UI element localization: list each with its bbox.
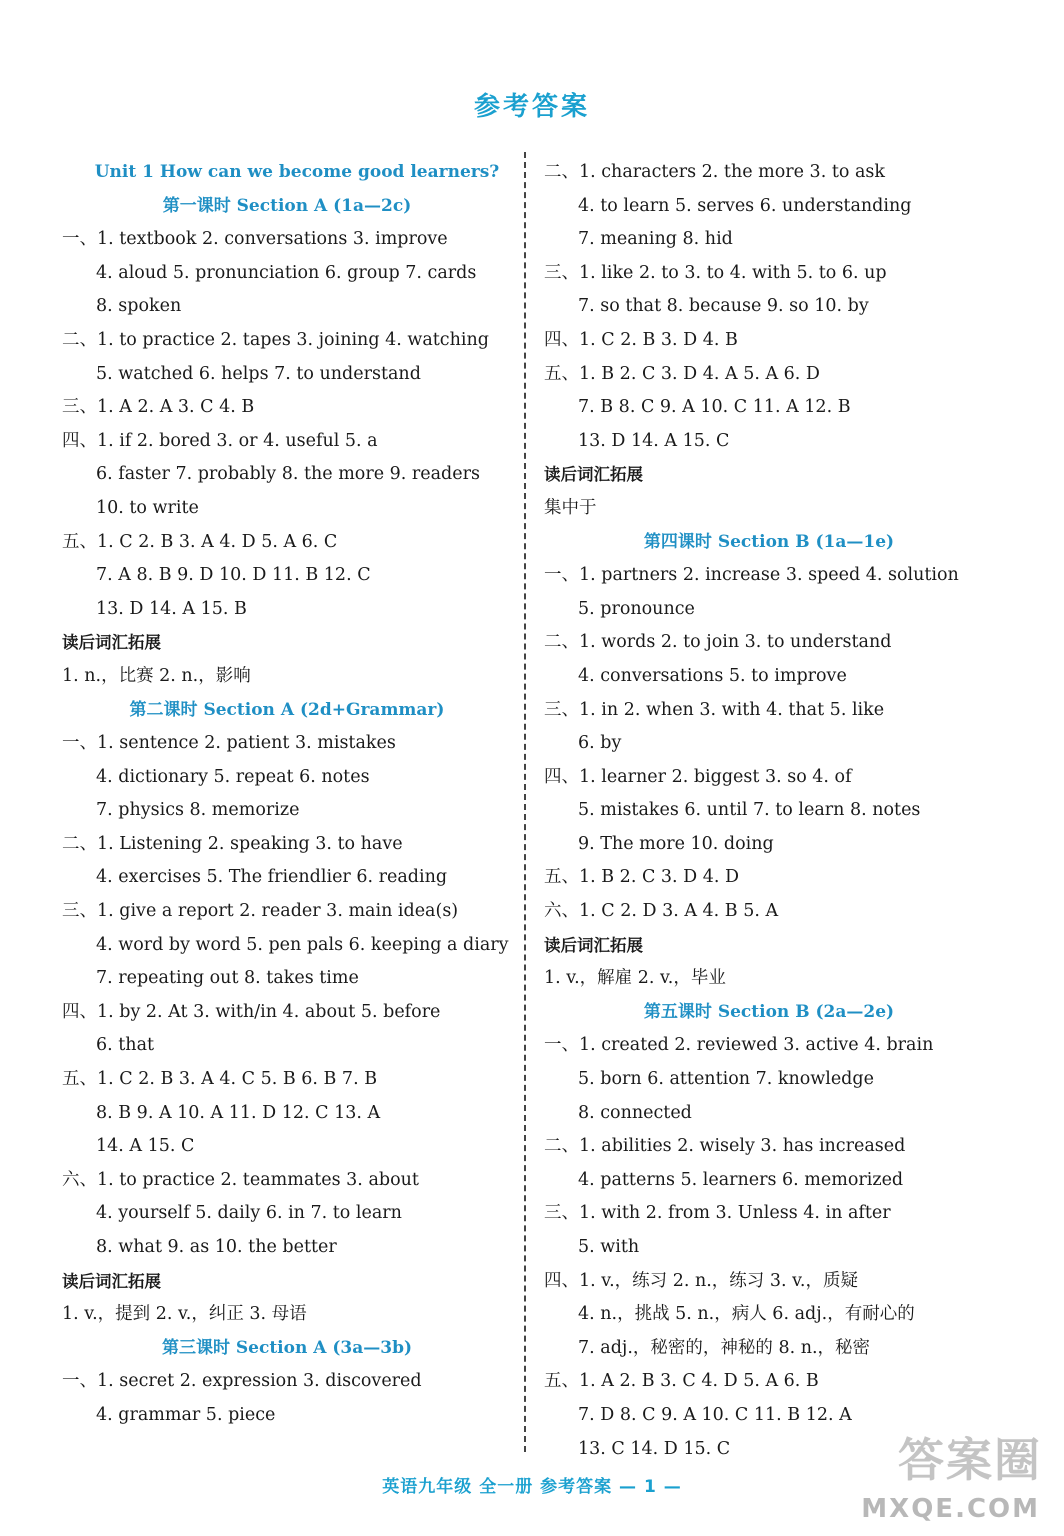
section-heading: Unit 1 How can we become good learners? <box>94 162 500 182</box>
answer-line: 五、1. C 2. B 3. A 4. D 5. A 6. C <box>62 531 338 552</box>
section-heading: 第五课时 Section B (2a—2e) <box>643 1001 895 1022</box>
answer-line: 四、1. by 2. At 3. with/in 4. about 5. before <box>62 1001 441 1022</box>
answer-line: 二、1. words 2. to join 3. to understand <box>544 632 892 653</box>
vocab-heading: 读后词汇拓展 <box>544 465 643 485</box>
answer-line: 7. so that 8. because 9. so 10. by <box>578 296 869 317</box>
answer-line: 4. yourself 5. daily 6. in 7. to learn <box>96 1203 402 1224</box>
answer-line: 10. to write <box>96 497 199 518</box>
answer-line: 6. by <box>578 733 622 754</box>
answer-line: 4. to learn 5. serves 6. understanding <box>578 195 912 216</box>
answer-line: 二、1. abilities 2. wisely 3. has increased <box>544 1136 906 1157</box>
answer-line: 6. that <box>96 1035 155 1056</box>
section-heading: 第四课时 Section B (1a—1e) <box>643 531 895 552</box>
answer-line: 7. adj.，秘密的，神秘的 8. n.，秘密 <box>578 1337 871 1358</box>
answer-line: 三、1. in 2. when 3. with 4. that 5. like <box>544 699 885 720</box>
answer-line: 7. meaning 8. hid <box>578 229 733 250</box>
answer-line: 7. physics 8. memorize <box>96 800 300 821</box>
page-title: 参考答案 <box>473 92 590 122</box>
answer-line: 5. mistakes 6. until 7. to learn 8. notes <box>578 800 921 821</box>
answer-line: 7. A 8. B 9. D 10. D 11. B 12. C <box>96 565 371 586</box>
answer-line: 5. watched 6. helps 7. to understand <box>96 363 421 384</box>
answer-line: 五、1. B 2. C 3. D 4. D <box>544 867 740 888</box>
section-heading: 第二课时 Section A (2d+Grammar) <box>129 699 445 720</box>
column-divider <box>524 152 526 1452</box>
answer-line: 5. with <box>578 1237 640 1257</box>
answer-line: 4. exercises 5. The friendlier 6. reading <box>96 867 448 888</box>
answer-line: 1. v.，提到 2. v.，纠正 3. 母语 <box>62 1304 307 1325</box>
answer-line: 六、1. C 2. D 3. A 4. B 5. A <box>544 901 779 922</box>
answer-line: 四、1. if 2. bored 3. or 4. useful 5. a <box>62 430 378 451</box>
answer-line: 8. what 9. as 10. the better <box>96 1237 337 1257</box>
answer-line: 二、1. characters 2. the more 3. to ask <box>544 162 885 182</box>
answer-line: 六、1. to practice 2. teammates 3. about <box>62 1169 419 1190</box>
answer-line: 五、1. C 2. B 3. A 4. C 5. B 6. B 7. B <box>62 1069 378 1090</box>
answer-line: 4. grammar 5. piece <box>96 1404 276 1425</box>
answer-line: 7. B 8. C 9. A 10. C 11. A 12. B <box>578 397 851 418</box>
answer-line: 二、1. Listening 2. speaking 3. to have <box>62 833 403 854</box>
answer-line: 13. D 14. A 15. C <box>578 430 730 451</box>
vocab-heading: 读后词汇拓展 <box>62 1271 161 1291</box>
answer-line: 4. conversations 5. to improve <box>578 665 847 686</box>
answer-line: 三、1. with 2. from 3. Unless 4. in after <box>544 1203 891 1224</box>
answer-line: 五、1. A 2. B 3. C 4. D 5. A 6. B <box>544 1371 819 1392</box>
answer-line: 集中于 <box>544 497 597 518</box>
answer-line: 9. The more 10. doing <box>578 833 774 854</box>
answer-line: 三、1. give a report 2. reader 3. main idea(s) <box>62 901 459 922</box>
answer-line: 4. patterns 5. learners 6. memorized <box>578 1169 904 1190</box>
answer-line: 一、1. created 2. reviewed 3. active 4. brain <box>544 1035 934 1056</box>
answer-line: 1. v.，解雇 2. v.，毕业 <box>544 968 726 989</box>
answer-line: 四、1. learner 2. biggest 3. so 4. of <box>544 766 852 787</box>
answer-line: 三、1. A 2. A 3. C 4. B <box>62 397 255 418</box>
answer-line: 1. n.，比赛 2. n.，影响 <box>62 665 251 686</box>
answer-line: 8. connected <box>578 1102 692 1123</box>
section-heading: 第一课时 Section A (1a—2c) <box>162 195 412 216</box>
section-heading: 第三课时 Section A (3a—3b) <box>161 1337 413 1358</box>
vocab-heading: 读后词汇拓展 <box>544 935 643 955</box>
right-column <box>544 156 994 1466</box>
answer-line: 5. born 6. attention 7. knowledge <box>578 1069 874 1090</box>
answer-line: 一、1. sentence 2. patient 3. mistakes <box>62 733 396 754</box>
answer-line: 6. faster 7. probably 8. the more 9. readers <box>96 464 480 485</box>
page-footer: 英语九年级 全一册 参考答案 — 1 — <box>382 1477 682 1497</box>
answer-line: 5. pronounce <box>578 598 695 619</box>
answer-line: 4. aloud 5. pronunciation 6. group 7. cards <box>96 262 477 283</box>
answer-line: 二、1. to practice 2. tapes 3. joining 4. watching <box>62 329 489 350</box>
vocab-heading: 读后词汇拓展 <box>62 633 161 653</box>
answer-line: 五、1. B 2. C 3. D 4. A 5. A 6. D <box>544 363 820 384</box>
answer-line: 7. repeating out 8. takes time <box>96 968 359 989</box>
answer-line: 一、1. textbook 2. conversations 3. improve <box>62 229 448 250</box>
watermark-url: MXQE.COM <box>861 1494 1040 1524</box>
answer-line: 4. n.，挑战 5. n.，病人 6. adj.，有耐心的 <box>578 1304 915 1325</box>
answer-line: 4. word by word 5. pen pals 6. keeping a diary <box>96 934 509 955</box>
answer-line: 7. D 8. C 9. A 10. C 11. B 12. A <box>578 1404 852 1425</box>
answer-line: 14. A 15. C <box>96 1136 195 1157</box>
watermark-logo-text: 答案圈 <box>898 1433 1042 1487</box>
answer-line: 四、1. v.，练习 2. n.，练习 3. v.，质疑 <box>544 1270 858 1291</box>
watermark-logo <box>806 1430 1056 1530</box>
answer-line: 8. B 9. A 10. A 11. D 12. C 13. A <box>96 1102 381 1123</box>
answer-line: 四、1. C 2. B 3. D 4. B <box>544 329 738 350</box>
answer-line: 4. dictionary 5. repeat 6. notes <box>96 766 370 787</box>
answer-line: 8. spoken <box>96 296 182 317</box>
answer-line: 一、1. partners 2. increase 3. speed 4. solution <box>544 565 959 586</box>
answer-line: 13. D 14. A 15. B <box>96 598 247 619</box>
answer-line: 13. C 14. D 15. C <box>578 1438 731 1459</box>
left-column <box>62 156 512 1433</box>
answer-line: 三、1. like 2. to 3. to 4. with 5. to 6. up <box>544 262 887 283</box>
answer-line: 一、1. secret 2. expression 3. discovered <box>62 1371 422 1392</box>
